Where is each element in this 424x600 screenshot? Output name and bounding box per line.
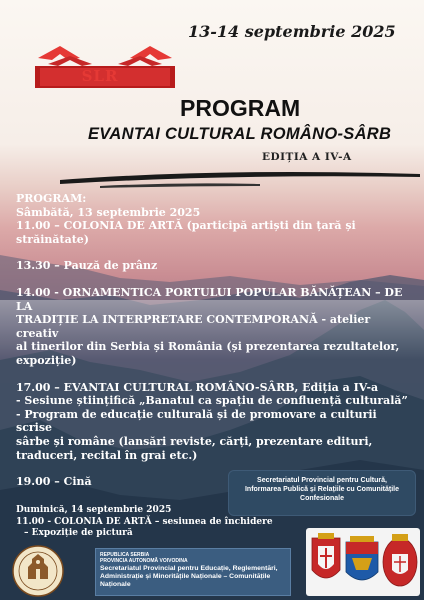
item-4-line: traduceri, recital în grai etc.) bbox=[16, 448, 198, 462]
secretariat-line: Informarea Publică și Relațiile cu Comunitățile bbox=[244, 486, 400, 493]
saturday-date: Sâmbătă, 13 septembrie 2025 bbox=[16, 205, 201, 219]
gov-line: Administrație și Minoritățile Naționale – Comunitățile bbox=[100, 573, 271, 580]
decorative-brush-stroke bbox=[60, 162, 420, 190]
item-3-line: 14.00 - ORNAMENTICA PORTULUI POPULAR BĂNĂȚEAN – DE LA bbox=[16, 285, 403, 313]
item-3-line: expoziție) bbox=[16, 353, 77, 367]
organization-seal bbox=[12, 545, 64, 597]
item-4-line: 17.00 – EVANTAI CULTURAL ROMÂNO-SÂRB, Ediția a IV-a bbox=[16, 380, 379, 394]
item-1-line: străinătate) bbox=[16, 232, 89, 246]
coats-of-arms-panel bbox=[306, 528, 420, 596]
item-3-line: TRADIȚIE LA INTERPRETARE CONTEMPORANĂ - atelier creativ bbox=[16, 313, 371, 340]
item-4-line: - Sesiune științifică „Banatul ca spațiu de confluență culturală” bbox=[16, 394, 408, 408]
item-5: 19.00 – Cină bbox=[16, 475, 92, 489]
page-title: PROGRAM bbox=[180, 95, 301, 121]
provincial-secretariat-box bbox=[95, 548, 291, 596]
item-4-line: sârbe și române (lansări reviste, cărți, prezentare edituri, bbox=[16, 434, 373, 448]
item-2: 13.30 – Pauză de prânz bbox=[16, 259, 158, 273]
program-heading: PROGRAM: bbox=[16, 192, 87, 205]
item-3-line: al tinerilor din Serbia și România (și prezentarea rezultatelor, bbox=[16, 340, 400, 354]
gov-province: PROVINCIA AUTONOMĂ VOIVODINA bbox=[100, 558, 188, 564]
sunday-program bbox=[16, 505, 346, 540]
secretariat-line: Confesionale bbox=[300, 495, 344, 502]
event-date: 13-14 septembrie 2025 bbox=[188, 22, 396, 41]
program-content bbox=[16, 192, 416, 489]
logo-text: SLR bbox=[81, 67, 119, 85]
event-subtitle: EVANTAI CULTURAL ROMÂNO-SÂRB bbox=[88, 125, 392, 143]
edition-label: EDIȚIA A IV-A bbox=[262, 151, 352, 163]
coats-of-arms-icon bbox=[306, 528, 420, 596]
sunday-item: 11.00 - COLONIA DE ARTĂ – sesiunea de închidere bbox=[16, 516, 273, 527]
gov-line: Naționale bbox=[100, 581, 131, 588]
secretariat-line: Secretariatul Provincial pentru Cultură, bbox=[257, 477, 387, 484]
sunday-date: Duminică, 14 septembrie 2025 bbox=[16, 505, 172, 515]
gov-line: Secretariatul Provincial pentru Educație, Reglementări, bbox=[100, 565, 278, 572]
gov-republic: REPUBLICA SERBIA bbox=[100, 552, 150, 558]
sunday-item: – Expoziție de pictură bbox=[24, 528, 133, 538]
item-4-line: - Program de educație culturală și de promovare a culturii scrise bbox=[16, 407, 377, 435]
item-1-line: 11.00 – COLONIA DE ARTĂ (participă artiști din țară și bbox=[16, 219, 356, 233]
